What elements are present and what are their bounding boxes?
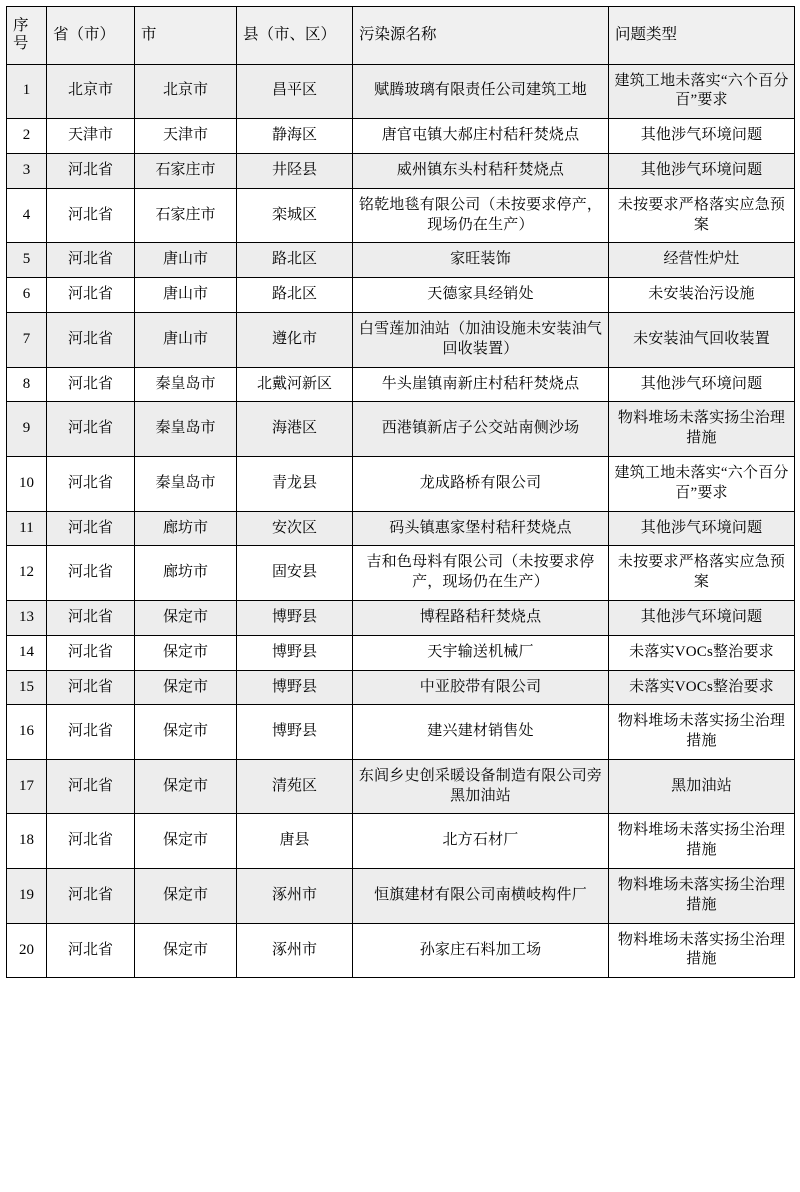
column-header-index-line2: 号 [13, 35, 29, 53]
cell-index: 1 [7, 64, 47, 119]
cell-city: 北京市 [135, 64, 237, 119]
cell-problem-type: 未安装油气回收装置 [609, 312, 795, 367]
cell-index: 17 [7, 759, 47, 814]
cell-source-name: 家旺装饰 [353, 243, 609, 278]
cell-problem-type: 未按要求严格落实应急预案 [609, 546, 795, 601]
cell-source-name: 东闾乡史创采暖设备制造有限公司旁黑加油站 [353, 759, 609, 814]
table-row [7, 367, 795, 402]
cell-problem-type: 未落实VOCs整治要求 [609, 670, 795, 705]
pollution-source-table [6, 6, 795, 978]
cell-problem-type: 物料堆场未落实扬尘治理措施 [609, 705, 795, 760]
cell-county: 遵化市 [237, 312, 353, 367]
cell-county: 路北区 [237, 243, 353, 278]
cell-problem-type: 未安装治污设施 [609, 278, 795, 313]
cell-problem-type: 黑加油站 [609, 759, 795, 814]
cell-city: 唐山市 [135, 312, 237, 367]
cell-county: 博野县 [237, 670, 353, 705]
cell-source-name: 恒旗建材有限公司南横岐构件厂 [353, 869, 609, 924]
cell-problem-type: 未按要求严格落实应急预案 [609, 188, 795, 243]
cell-problem-type: 物料堆场未落实扬尘治理措施 [609, 923, 795, 978]
cell-problem-type: 物料堆场未落实扬尘治理措施 [609, 402, 795, 457]
column-header-index-line1: 序 [13, 17, 29, 34]
cell-province: 河北省 [47, 153, 135, 188]
cell-county: 海港区 [237, 402, 353, 457]
cell-index: 6 [7, 278, 47, 313]
cell-province: 河北省 [47, 814, 135, 869]
cell-province: 北京市 [47, 64, 135, 119]
cell-province: 河北省 [47, 312, 135, 367]
cell-province: 河北省 [47, 923, 135, 978]
cell-index: 11 [7, 511, 47, 546]
cell-city: 石家庄市 [135, 188, 237, 243]
cell-county: 栾城区 [237, 188, 353, 243]
cell-problem-type: 其他涉气环境问题 [609, 119, 795, 154]
cell-index: 8 [7, 367, 47, 402]
cell-city: 秦皇岛市 [135, 456, 237, 511]
cell-county: 路北区 [237, 278, 353, 313]
cell-province: 河北省 [47, 511, 135, 546]
cell-city: 石家庄市 [135, 153, 237, 188]
cell-index: 20 [7, 923, 47, 978]
cell-province: 天津市 [47, 119, 135, 154]
cell-index: 5 [7, 243, 47, 278]
cell-county: 昌平区 [237, 64, 353, 119]
cell-county: 北戴河新区 [237, 367, 353, 402]
table-row [7, 119, 795, 154]
column-header-county: 县（市、区） [237, 7, 353, 65]
cell-province: 河北省 [47, 278, 135, 313]
cell-county: 博野县 [237, 600, 353, 635]
table-row [7, 705, 795, 760]
cell-index: 9 [7, 402, 47, 457]
table-row [7, 456, 795, 511]
table-row [7, 869, 795, 924]
cell-city: 廊坊市 [135, 546, 237, 601]
cell-source-name: 牛头崖镇南新庄村秸秆焚烧点 [353, 367, 609, 402]
cell-index: 18 [7, 814, 47, 869]
cell-source-name: 孙家庄石料加工场 [353, 923, 609, 978]
cell-problem-type: 物料堆场未落实扬尘治理措施 [609, 869, 795, 924]
cell-source-name: 天德家具经销处 [353, 278, 609, 313]
cell-city: 保定市 [135, 869, 237, 924]
table-row [7, 635, 795, 670]
column-header-source-name: 污染源名称 [353, 7, 609, 65]
cell-province: 河北省 [47, 869, 135, 924]
cell-source-name: 赋腾玻璃有限责任公司建筑工地 [353, 64, 609, 119]
cell-province: 河北省 [47, 759, 135, 814]
cell-source-name: 威州镇东头村秸秆焚烧点 [353, 153, 609, 188]
table-row [7, 923, 795, 978]
cell-city: 保定市 [135, 705, 237, 760]
cell-problem-type: 其他涉气环境问题 [609, 367, 795, 402]
cell-source-name: 北方石材厂 [353, 814, 609, 869]
table-row [7, 546, 795, 601]
cell-city: 保定市 [135, 814, 237, 869]
column-header-problem-type: 问题类型 [609, 7, 795, 65]
cell-province: 河北省 [47, 705, 135, 760]
cell-province: 河北省 [47, 456, 135, 511]
cell-problem-type: 建筑工地未落实“六个百分百”要求 [609, 456, 795, 511]
cell-province: 河北省 [47, 546, 135, 601]
cell-province: 河北省 [47, 243, 135, 278]
cell-problem-type: 未落实VOCs整治要求 [609, 635, 795, 670]
cell-county: 固安县 [237, 546, 353, 601]
table-row [7, 511, 795, 546]
cell-source-name: 龙成路桥有限公司 [353, 456, 609, 511]
cell-source-name: 西港镇新店子公交站南侧沙场 [353, 402, 609, 457]
cell-city: 保定市 [135, 600, 237, 635]
cell-index: 19 [7, 869, 47, 924]
cell-city: 保定市 [135, 670, 237, 705]
cell-source-name: 博程路秸秆焚烧点 [353, 600, 609, 635]
cell-index: 16 [7, 705, 47, 760]
cell-province: 河北省 [47, 670, 135, 705]
cell-city: 唐山市 [135, 278, 237, 313]
cell-problem-type: 其他涉气环境问题 [609, 153, 795, 188]
cell-problem-type: 物料堆场未落实扬尘治理措施 [609, 814, 795, 869]
cell-city: 秦皇岛市 [135, 367, 237, 402]
cell-county: 博野县 [237, 635, 353, 670]
table-body [7, 64, 795, 978]
cell-source-name: 中亚胶带有限公司 [353, 670, 609, 705]
cell-county: 涿州市 [237, 923, 353, 978]
cell-source-name: 唐官屯镇大郝庄村秸秆焚烧点 [353, 119, 609, 154]
cell-county: 静海区 [237, 119, 353, 154]
table-header-row [7, 7, 795, 65]
cell-index: 13 [7, 600, 47, 635]
table-row [7, 759, 795, 814]
column-header-province: 省（市） [47, 7, 135, 65]
cell-province: 河北省 [47, 402, 135, 457]
table-header [7, 7, 795, 65]
cell-county: 涿州市 [237, 869, 353, 924]
cell-province: 河北省 [47, 367, 135, 402]
table-row [7, 312, 795, 367]
table-row [7, 64, 795, 119]
cell-province: 河北省 [47, 635, 135, 670]
column-header-city: 市 [135, 7, 237, 65]
cell-source-name: 铭乾地毯有限公司（未按要求停产，现场仍在生产） [353, 188, 609, 243]
cell-county: 博野县 [237, 705, 353, 760]
cell-problem-type: 建筑工地未落实“六个百分百”要求 [609, 64, 795, 119]
table-row [7, 402, 795, 457]
cell-source-name: 建兴建材销售处 [353, 705, 609, 760]
cell-city: 保定市 [135, 759, 237, 814]
cell-county: 安次区 [237, 511, 353, 546]
table-row [7, 243, 795, 278]
cell-index: 12 [7, 546, 47, 601]
cell-index: 7 [7, 312, 47, 367]
column-header-index [7, 7, 47, 65]
cell-city: 天津市 [135, 119, 237, 154]
cell-problem-type: 其他涉气环境问题 [609, 511, 795, 546]
table-row [7, 153, 795, 188]
cell-source-name: 白雪莲加油站（加油设施未安装油气回收装置） [353, 312, 609, 367]
cell-index: 10 [7, 456, 47, 511]
cell-county: 唐县 [237, 814, 353, 869]
table-row [7, 600, 795, 635]
cell-county: 青龙县 [237, 456, 353, 511]
cell-index: 15 [7, 670, 47, 705]
cell-source-name: 吉和色母料有限公司（未按要求停产，现场仍在生产） [353, 546, 609, 601]
table-row [7, 278, 795, 313]
table-row [7, 814, 795, 869]
cell-city: 廊坊市 [135, 511, 237, 546]
cell-source-name: 天宇输送机械厂 [353, 635, 609, 670]
cell-city: 唐山市 [135, 243, 237, 278]
cell-city: 保定市 [135, 923, 237, 978]
cell-county: 清苑区 [237, 759, 353, 814]
cell-problem-type: 其他涉气环境问题 [609, 600, 795, 635]
cell-index: 3 [7, 153, 47, 188]
cell-province: 河北省 [47, 188, 135, 243]
cell-province: 河北省 [47, 600, 135, 635]
table-row [7, 670, 795, 705]
cell-city: 秦皇岛市 [135, 402, 237, 457]
cell-index: 2 [7, 119, 47, 154]
cell-problem-type: 经营性炉灶 [609, 243, 795, 278]
table-row [7, 188, 795, 243]
cell-index: 14 [7, 635, 47, 670]
cell-city: 保定市 [135, 635, 237, 670]
cell-county: 井陉县 [237, 153, 353, 188]
cell-index: 4 [7, 188, 47, 243]
cell-source-name: 码头镇惠家堡村秸秆焚烧点 [353, 511, 609, 546]
